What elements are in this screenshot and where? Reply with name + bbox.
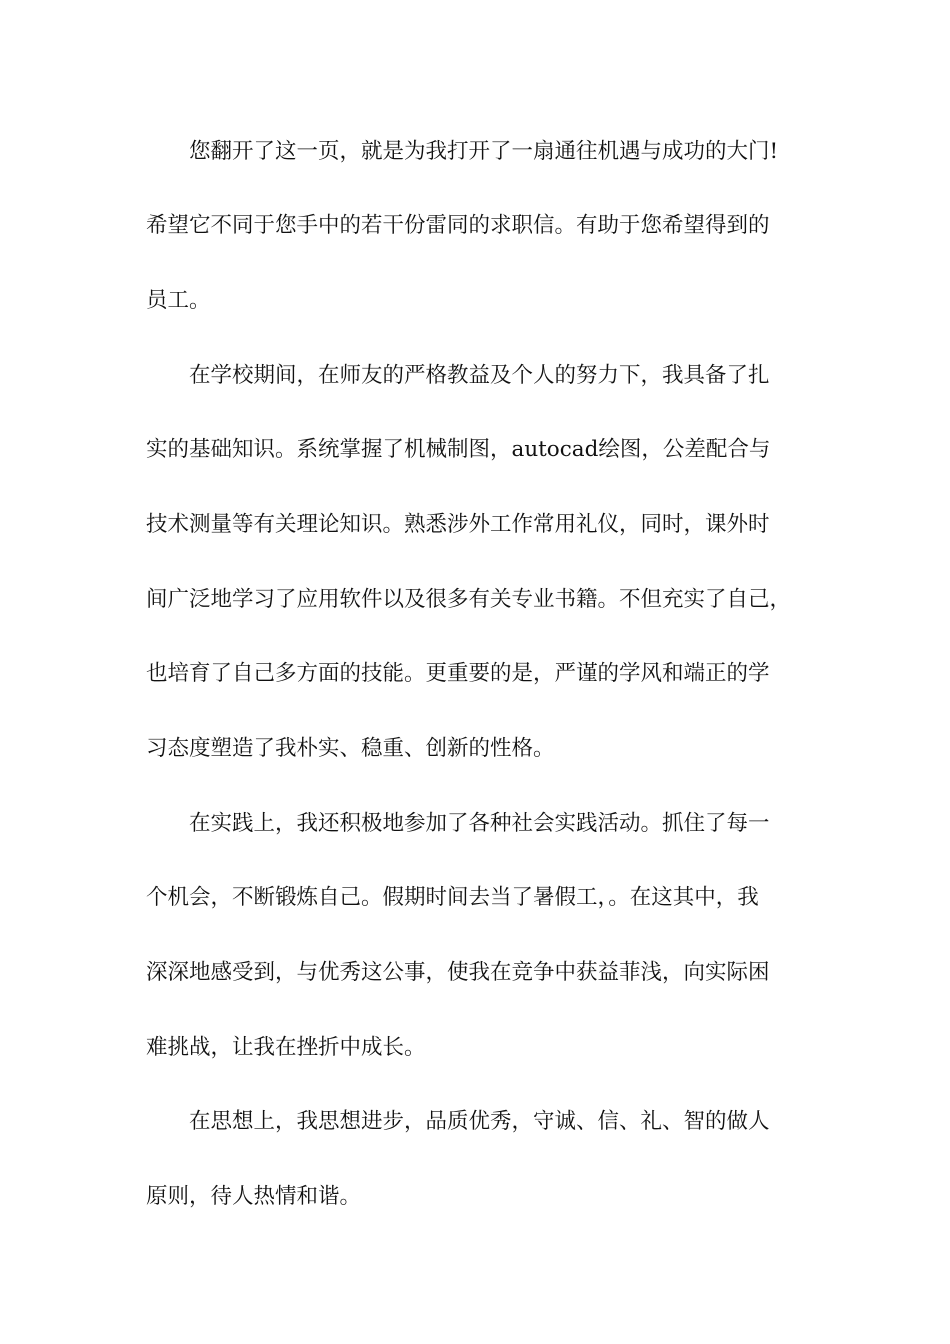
paragraph-3-line-2: 个机会，不断锻炼自己。假期时间去当了暑假工，。在这其中，我 <box>146 885 759 910</box>
paragraph-1-line-3: 员工。 <box>146 288 211 313</box>
paragraph-3-line-4: 难挑战，让我在挫折中成长。 <box>146 1035 426 1060</box>
paragraph-3-line-3: 深深地感受到，与优秀这公事，使我在竞争中获益菲浅，向实际困 <box>146 960 770 985</box>
paragraph-2-line-1: 在学校期间，在师友的严格教益及个人的努力下，我具备了扎 <box>189 363 770 388</box>
paragraph-3-line-1: 在实践上，我还积极地参加了各种社会实践活动。抓住了每一 <box>189 811 770 836</box>
paragraph-4-line-2: 原则，待人热情和谐。 <box>146 1184 362 1209</box>
paragraph-1-line-2: 希望它不同于您手中的若干份雷同的求职信。有助于您希望得到的 <box>146 213 770 238</box>
paragraph-2-line-2: 实的基础知识。系统掌握了机械制图，autocad绘图，公差配合与 <box>146 437 771 462</box>
paragraph-1-line-1: 您翻开了这一页，就是为我打开了一扇通往机遇与成功的大门! <box>189 139 779 164</box>
paragraph-2-line-3: 技术测量等有关理论知识。熟悉涉外工作常用礼仪，同时，课外时 <box>146 512 770 537</box>
paragraph-2-line-5: 也培育了自己多方面的技能。更重要的是，严谨的学风和端正的学 <box>146 661 770 686</box>
paragraph-2-line-6: 习态度塑造了我朴实、稳重、创新的性格。 <box>146 736 555 761</box>
paragraph-4-line-1: 在思想上，我思想进步，品质优秀，守诚、信、礼、智的做人 <box>189 1109 770 1134</box>
paragraph-2-line-4: 间广泛地学习了应用软件以及很多有关专业书籍。不但充实了自己， <box>146 587 792 612</box>
